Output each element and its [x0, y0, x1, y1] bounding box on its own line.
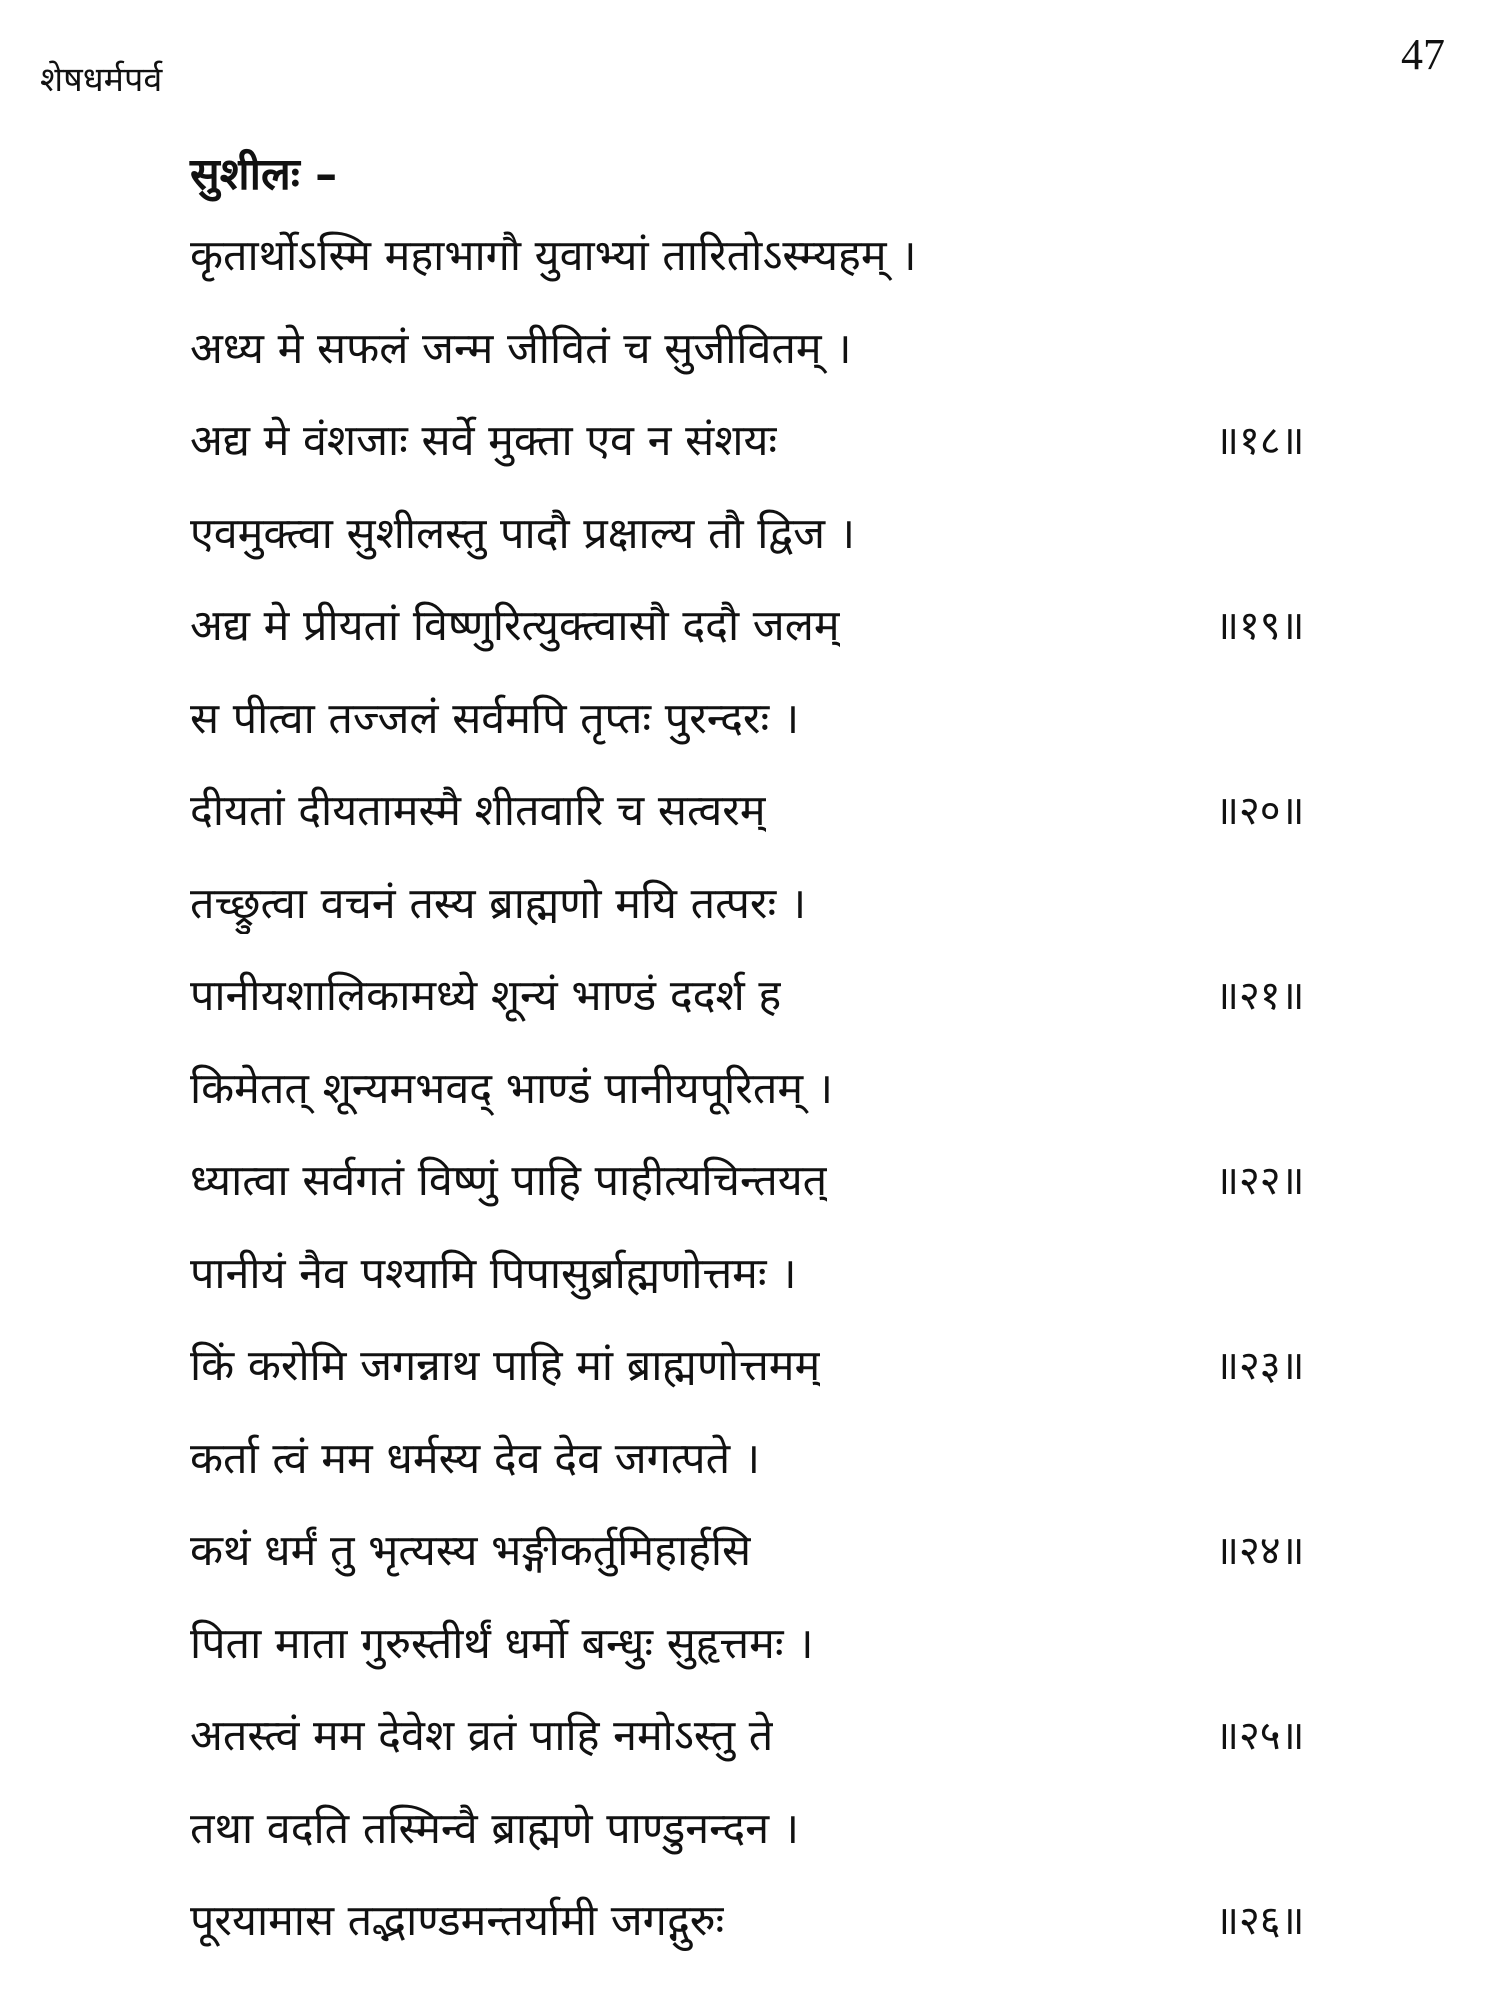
verse-line [190, 1429, 1400, 1522]
verse-text: ध्यात्वा सर्वगतं विष्णुं पाहि पाहीत्यचिन्तयत् [190, 1156, 828, 1206]
verse-number: ॥२५॥ [1215, 1713, 1305, 1759]
verse-number: ॥१९॥ [1215, 603, 1305, 649]
verse-number: ॥१८॥ [1215, 418, 1305, 464]
verse-line [190, 689, 1400, 782]
verse-line [190, 874, 1400, 967]
verse-line [190, 226, 1400, 319]
verse-line [190, 1244, 1400, 1337]
verse-line [190, 781, 1400, 874]
verse-text: पानीयशालिकामध्ये शून्यं भाण्डं ददर्श ह [190, 971, 782, 1021]
page-header [40, 30, 1445, 110]
verse-text: किं करोमि जगन्नाथ पाहि मां ब्राह्मणोत्तमम् [190, 1341, 821, 1391]
verse-line [190, 1614, 1400, 1707]
verse-number: ॥२३॥ [1215, 1343, 1305, 1389]
verse-text: एवमुक्त्वा सुशीलस्तु पादौ प्रक्षाल्य तौ द्विज । [190, 508, 856, 559]
verse-line [190, 1151, 1400, 1244]
verse-text: अतस्त्वं मम देवेश व्रतं पाहि नमोऽस्तु ते [190, 1711, 774, 1761]
verse-text: कर्ता त्वं मम धर्मस्य देव देव जगत्पते । [190, 1433, 761, 1484]
verse-text: तथा वदति तस्मिन्वै ब्राह्मणे पाण्डुनन्दन । [190, 1803, 800, 1854]
running-head: शेषधर्मपर्व [40, 60, 163, 100]
verse-list [190, 226, 1400, 1984]
verse-text: कृतार्थोऽस्मि महाभागौ युवाभ्यां तारितोऽस्म्यहम् । [190, 231, 917, 281]
verse-line [190, 1706, 1400, 1799]
verse-line [190, 504, 1400, 597]
verse-number: ॥२२॥ [1215, 1158, 1305, 1204]
verse-text: दीयतां दीयतामस्मै शीतवारि च सत्वरम् [190, 786, 766, 836]
verse-line [190, 1799, 1400, 1892]
verse-text: अद्य मे वंशजाः सर्वे मुक्ता एव न संशयः [190, 416, 778, 466]
verse-number: ॥२६॥ [1215, 1898, 1305, 1944]
verse-line [190, 1059, 1400, 1152]
verse-number: ॥२०॥ [1215, 788, 1305, 834]
verse-line [190, 319, 1400, 412]
verse-number: ॥२१॥ [1215, 973, 1305, 1019]
page-number: 47 [1401, 30, 1445, 79]
verse-line [190, 1891, 1400, 1984]
verse-text: स पीत्वा तज्जलं सर्वमपि तृप्तः पुरन्दरः । [190, 693, 800, 744]
verse-text: अद्य मे प्रीयतां विष्णुरित्युक्त्वासौ ददौ जलम् [190, 601, 840, 651]
verse-line [190, 966, 1400, 1059]
verse-text: तच्छ्रुत्वा वचनं तस्य ब्राह्मणो मयि तत्परः । [190, 878, 807, 929]
verse-text: कथं धर्मं तु भृत्यस्य भङ्गीकर्तुमिहार्हसि [190, 1526, 752, 1576]
verse-number: ॥२४॥ [1215, 1528, 1305, 1574]
verse-line [190, 1521, 1400, 1614]
verse-line [190, 411, 1400, 504]
verse-text: पूरयामास तद्भाण्डमन्तर्यामी जगद्गुरुः [190, 1896, 725, 1946]
verse-text: पानीयं नैव पश्यामि पिपासुर्ब्राह्मणोत्तमः । [190, 1248, 797, 1299]
verse-text: पिता माता गुरुस्तीर्थं धर्मो बन्धुः सुहृत्तमः । [190, 1618, 814, 1669]
verse-text: किमेतत् शून्यमभवद् भाण्डं पानीयपूरितम् । [190, 1063, 834, 1114]
verse-line [190, 1336, 1400, 1429]
verse-text: अध्य मे सफलं जन्म जीवितं च सुजीवितम् । [190, 323, 852, 374]
verse-line [190, 596, 1400, 689]
speaker-label: सुशीलः – [190, 149, 338, 200]
